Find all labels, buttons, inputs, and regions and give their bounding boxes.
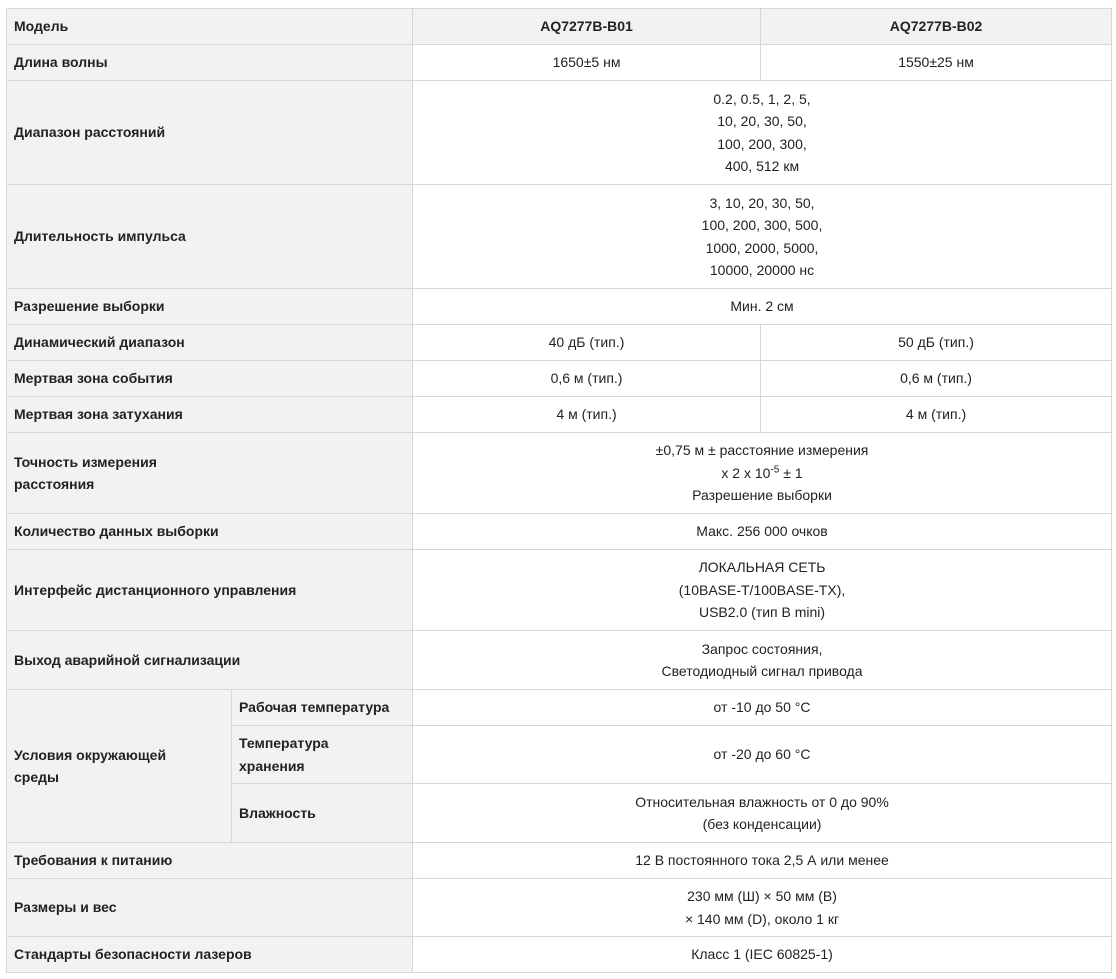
value-line: 400, 512 км [724,158,800,174]
spec-table-container [6,8,1111,973]
value-line: Светодиодный сигнал привода [661,663,863,679]
row-label: Мертвая зона события [7,361,413,397]
sub-label-line: хранения [239,757,305,774]
value-line: 100, 200, 300, [717,135,807,152]
row-label: Выход аварийной сигнализации [7,631,413,690]
formula-exponent: -5 [770,464,780,476]
spec-table [6,8,1112,973]
value-line: Запрос состояния, [701,640,823,657]
value-line: (10BASE-T/100BASE-TX), [678,581,846,598]
cell-b02: 4 м (тип.) [761,397,1112,433]
cell-value: 12 В постоянного тока 2,5 А или менее [413,843,1112,879]
row-label: Мертвая зона затухания [7,397,413,433]
cell-value [413,550,1112,631]
value-line: 3, 10, 20, 30, 50, [709,194,815,211]
value-line: 10000, 20000 нс [709,262,815,278]
cell-value: от -20 до 60 °C [413,726,1112,784]
cell-b01: 0,6 м (тип.) [413,361,761,397]
cell-b02: 50 дБ (тип.) [761,325,1112,361]
row-wavelength [7,45,1112,81]
row-event-dead-zone [7,361,1112,397]
row-label: Диапазон расстояний [7,81,413,185]
row-remote-interface [7,550,1112,631]
cell-b02: 1550±25 нм [761,45,1112,81]
sub-label-operating-temp: Рабочая температура [232,690,413,726]
row-laser-safety [7,937,1112,973]
cell-value: Мин. 2 см [413,289,1112,325]
cell-b01: 1650±5 нм [413,45,761,81]
row-label: Количество данных выборки [7,514,413,550]
row-label: Требования к питанию [7,843,413,879]
row-dynamic-range [7,325,1112,361]
sub-label-humidity: Влажность [232,784,413,843]
value-line: 230 мм (Ш) × 50 мм (В) [687,888,837,904]
sub-label-line: Температура [239,735,329,751]
row-dimensions [7,879,1112,937]
cell-b01: 40 дБ (тип.) [413,325,761,361]
cell-value [413,433,1112,514]
formula-tail: ± 1 [779,464,803,481]
value-line: 1000, 2000, 5000, [705,239,819,256]
row-label: Длина волны [7,45,413,81]
cell-value [413,81,1112,185]
row-label-line: Условия окружающей [14,746,167,763]
row-attenuation-dead-zone [7,397,1112,433]
row-label: Размеры и вес [7,879,413,937]
cell-b02: 0,6 м (тип.) [761,361,1112,397]
value-line: Разрешение выборки [692,487,832,504]
value-line: ЛОКАЛЬНАЯ СЕТЬ [698,559,826,576]
row-sampling-resolution [7,289,1112,325]
cell-value: Класс 1 (IEC 60825-1) [413,937,1112,973]
row-label [7,433,413,514]
value-line: 100, 200, 300, 500, [701,217,823,233]
row-label-environment [7,690,232,843]
header-model-label: Модель [7,9,413,45]
value-line: Относительная влажность от 0 до 90% [635,793,889,810]
row-label-line: среды [14,769,59,785]
value-line: × 140 мм (D), около 1 кг [684,910,840,927]
cell-value [413,879,1112,937]
cell-b01: 4 м (тип.) [413,397,761,433]
value-line: 0.2, 0.5, 1, 2, 5, [713,90,811,107]
row-label: Динамический диапазон [7,325,413,361]
table-header-row [7,9,1112,45]
row-power [7,843,1112,879]
cell-value: от -10 до 50 °C [413,690,1112,726]
row-pulse-width [7,185,1112,289]
value-line-formula [420,462,1104,485]
header-model-b02: AQ7277B-B02 [761,9,1112,45]
value-line: (без конденсации) [702,816,822,832]
row-alarm-output [7,631,1112,690]
row-env-operating-temp [7,690,1112,726]
row-label-line: расстояния [14,476,95,492]
cell-value [413,185,1112,289]
sub-label-storage-temp [232,726,413,784]
row-label: Длительность импульса [7,185,413,289]
value-line: 10, 20, 30, 50, [717,113,807,129]
row-label-line: Точность измерения [14,453,157,470]
row-label: Интерфейс дистанционного управления [7,550,413,631]
value-line: USB2.0 (тип B mini) [698,604,826,621]
cell-value: Макс. 256 000 очков [413,514,1112,550]
cell-value [413,631,1112,690]
row-distance-range [7,81,1112,185]
cell-value [413,784,1112,843]
row-label: Разрешение выборки [7,289,413,325]
row-sample-points [7,514,1112,550]
formula-text: x 2 x 10 [721,464,771,481]
row-label: Стандарты безопасности лазеров [7,937,413,973]
header-model-b01: AQ7277B-B01 [413,9,761,45]
row-distance-accuracy [7,433,1112,514]
value-line: ±0,75 м ± расстояние измерения [655,442,869,459]
